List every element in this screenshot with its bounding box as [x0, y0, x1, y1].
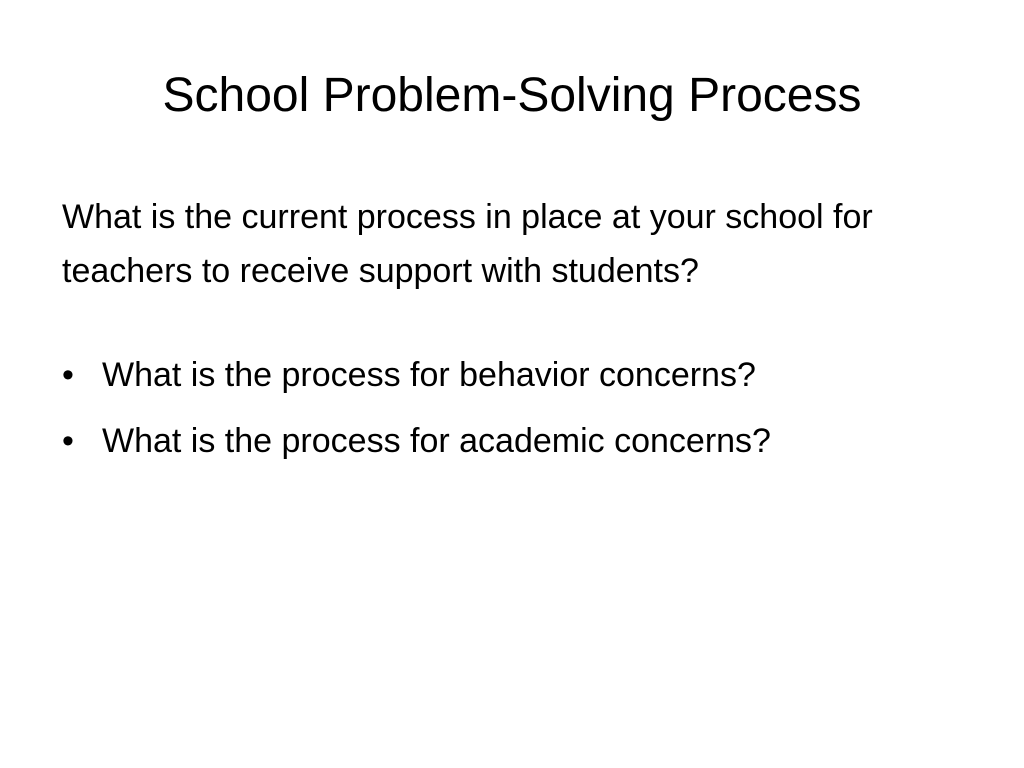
- bullet-icon: •: [62, 356, 74, 394]
- bullet-text: What is the process for academic concerns?: [102, 422, 771, 460]
- bullet-text: What is the process for behavior concerns?: [102, 356, 756, 394]
- bullet-list: [62, 342, 942, 474]
- bullet-item: [62, 342, 942, 408]
- slide-title: School Problem-Solving Process: [162, 69, 862, 122]
- intro-question: What is the current process in place at your school for teachers to receive support with students?: [62, 198, 873, 290]
- slide-body: [62, 190, 942, 474]
- bullet-item: [62, 408, 942, 474]
- bullet-icon: •: [62, 422, 74, 460]
